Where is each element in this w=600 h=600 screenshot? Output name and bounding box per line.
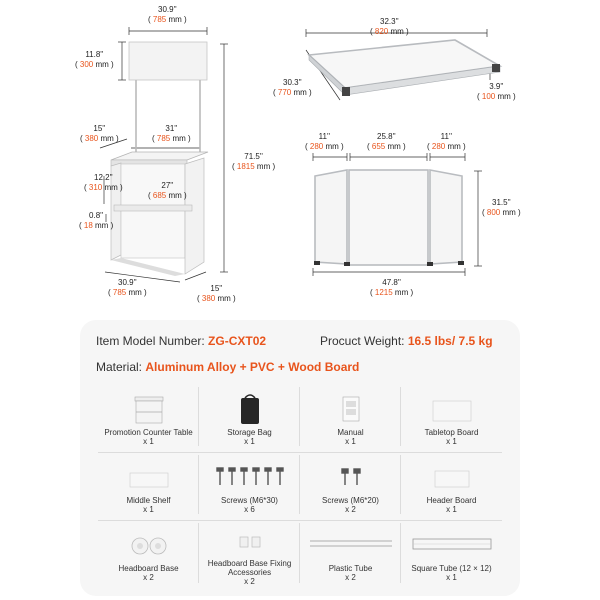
dim-base-depth: 15'' ( 380 mm ): [197, 284, 236, 304]
item-plastic-tube: Plastic Tube x 2: [300, 521, 401, 589]
square-tube-icon: [407, 529, 497, 561]
dim-total-height: 71.5'' ( 1815 mm ): [232, 152, 275, 172]
dim-side-top-width2: 31'' ( 785 mm ): [152, 124, 191, 144]
headboard-base-icon: [124, 529, 174, 561]
counter-drawing: [111, 42, 208, 276]
screws-short-icon: [331, 461, 371, 493]
dim-shelf-width: 27'' ( 685 mm ): [148, 181, 187, 201]
fixing-accessories-icon: [230, 529, 270, 561]
panel-drawing: [314, 170, 464, 266]
dim-header-height: 11.8'' ( 300 mm ): [75, 50, 114, 70]
material: Material: Aluminum Alloy + PVC + Wood Board: [96, 360, 360, 374]
screws-icon: [210, 461, 290, 493]
item-manual: Manual x 1: [300, 385, 401, 452]
item-fixing-accessories: Headboard Base Fixing Accessories x 2: [199, 521, 300, 589]
item-headboard-base: Headboard Base x 2: [98, 521, 199, 589]
product-weight: Procuct Weight: 16.5 lbs/ 7.5 kg: [320, 334, 493, 348]
dim-base-width: 30.9'' ( 785 mm ): [108, 278, 147, 298]
storage-bag-icon: [230, 393, 270, 425]
dim-panel-right: 11'' ( 280 mm ): [427, 132, 466, 152]
package-contents-grid: [98, 385, 502, 589]
contents-row: [98, 521, 502, 589]
item-header-board: Header Board x 1: [401, 453, 502, 520]
dim-panel-left: 11'' ( 280 mm ): [305, 132, 344, 152]
header-board-icon: [427, 461, 477, 493]
contents-row: [98, 385, 502, 453]
item-counter-table: Promotion Counter Table x 1: [98, 385, 199, 452]
item-screws-m6-20: Screws (M6*20) x 2: [300, 453, 401, 520]
dim-panel-middle: 25.8'' ( 655 mm ): [367, 132, 406, 152]
plastic-tube-icon: [306, 529, 396, 561]
tabletop-drawing: [309, 40, 500, 96]
contents-row: [98, 453, 502, 521]
dim-tabletop-depth: 30.3'' ( 770 mm ): [273, 78, 312, 98]
dim-panel-total: 47.8'' ( 1215 mm ): [370, 278, 413, 298]
item-square-tube: Square Tube (12 × 12) x 1: [401, 521, 502, 589]
dim-tabletop-thickness: 3.9'' ( 100 mm ): [477, 82, 516, 102]
dim-tabletop-width: 32.3'' ( 820 mm ): [370, 17, 409, 37]
item-middle-shelf: Middle Shelf x 1: [98, 453, 199, 520]
dim-panel-height: 31.5'' ( 800 mm ): [482, 198, 521, 218]
middle-shelf-icon: [124, 461, 174, 493]
counter-table-icon: [129, 393, 169, 425]
item-tabletop-board: Tabletop Board x 1: [401, 385, 502, 452]
model-number: Item Model Number: ZG-CXT02: [96, 334, 267, 348]
dim-shelf-height: 12.2'' ( 310 mm ): [84, 173, 123, 193]
dim-side-depth-top: 15'' ( 380 mm ): [80, 124, 119, 144]
tabletop-board-icon: [427, 393, 477, 425]
item-storage-bag: Storage Bag x 1: [199, 385, 300, 452]
dim-shelf-thickness: 0.8'' ( 18 mm ): [79, 211, 113, 231]
item-screws-m6-30: Screws (M6*30) x 6: [199, 453, 300, 520]
dim-side-top-width: 30.9'' ( 785 mm ): [148, 5, 187, 25]
manual-icon: [331, 393, 371, 425]
